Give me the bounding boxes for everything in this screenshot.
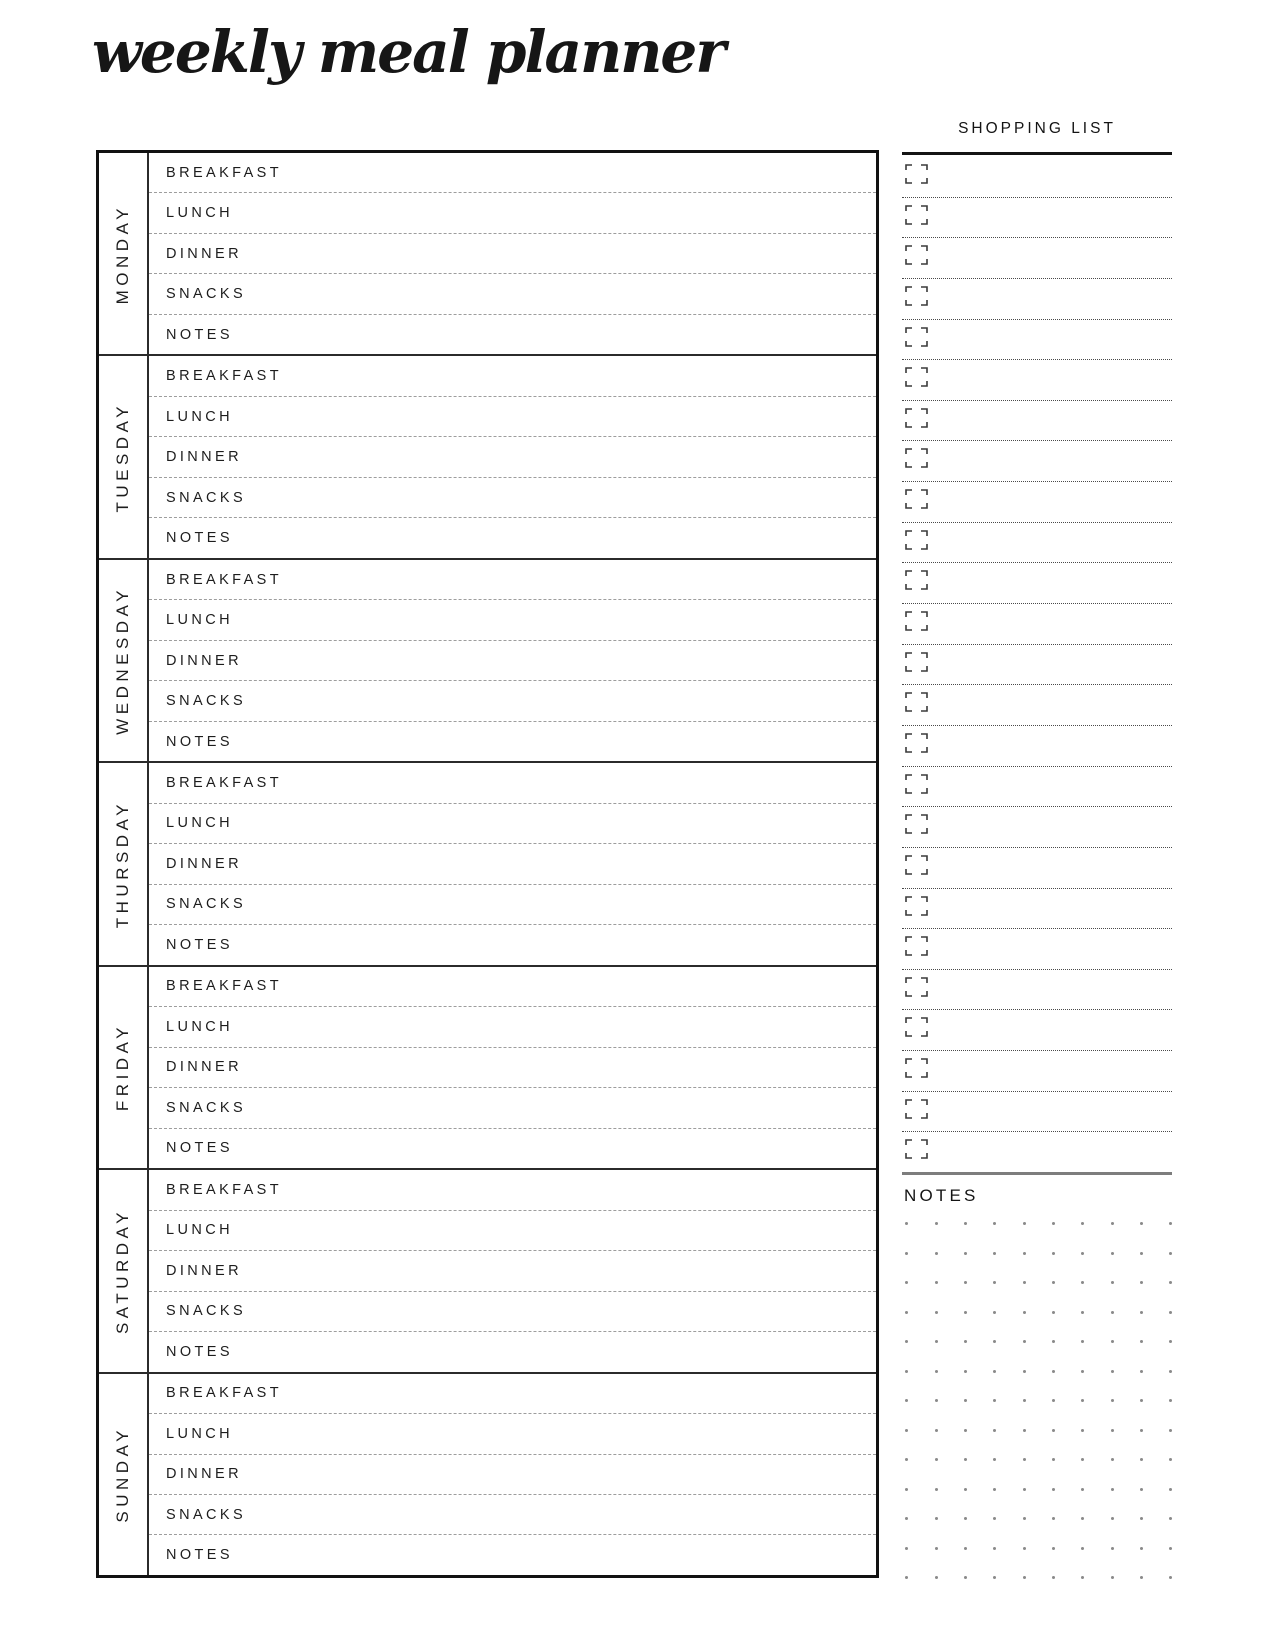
- shopping-list-item: [902, 482, 1172, 523]
- grid-dot: [1081, 1340, 1084, 1343]
- shopping-list-item: [902, 726, 1172, 767]
- shopping-list-item: [902, 604, 1172, 645]
- checkbox-icon: [905, 327, 928, 352]
- meal-row-label: NOTES: [166, 936, 233, 953]
- shopping-list-item: [902, 929, 1172, 970]
- checkbox-icon: [905, 367, 928, 392]
- meal-row-label: NOTES: [166, 530, 233, 547]
- grid-dot: [1081, 1488, 1084, 1491]
- grid-dot: [1111, 1517, 1114, 1520]
- meal-row-snacks: [149, 478, 876, 518]
- grid-dot: [1081, 1222, 1084, 1225]
- grid-dot: [905, 1429, 908, 1432]
- grid-dot: [1081, 1458, 1084, 1461]
- grid-dot: [1081, 1399, 1084, 1402]
- grid-dot: [1140, 1517, 1143, 1520]
- meal-row-lunch: [149, 1007, 876, 1047]
- grid-dot: [935, 1517, 938, 1520]
- meal-rows: [149, 967, 876, 1168]
- meal-row-label: BREAKFAST: [166, 164, 283, 181]
- day-label: TUESDAY: [113, 401, 132, 513]
- meal-row-label: SNACKS: [166, 693, 247, 710]
- grid-dot: [905, 1340, 908, 1343]
- shopping-list-item: [902, 279, 1172, 320]
- grid-dot: [993, 1429, 996, 1432]
- checkbox-icon: [905, 245, 928, 270]
- grid-dot: [964, 1576, 967, 1579]
- checkbox-icon: [905, 652, 928, 677]
- meal-row-snacks: [149, 681, 876, 721]
- meal-row-label: NOTES: [166, 1547, 233, 1564]
- grid-dot: [1023, 1281, 1026, 1284]
- grid-dot: [1052, 1458, 1055, 1461]
- meal-planner-table: [96, 150, 879, 1578]
- grid-dot: [1052, 1399, 1055, 1402]
- grid-dot: [964, 1281, 967, 1284]
- grid-dot: [1052, 1429, 1055, 1432]
- meal-row-label: LUNCH: [166, 1425, 233, 1442]
- grid-dot: [1169, 1547, 1172, 1550]
- grid-dot: [1081, 1429, 1084, 1432]
- grid-dot: [905, 1458, 908, 1461]
- meal-row-breakfast: [149, 560, 876, 600]
- grid-dot: [1140, 1340, 1143, 1343]
- meal-row-dinner: [149, 1048, 876, 1088]
- meal-row-label: DINNER: [166, 1466, 242, 1483]
- grid-dot: [993, 1488, 996, 1491]
- day-label: WEDNESDAY: [113, 586, 132, 735]
- grid-dot: [1023, 1488, 1026, 1491]
- day-label: THURSDAY: [113, 799, 132, 929]
- day-block-monday: [99, 153, 876, 356]
- checkbox-icon: [905, 774, 928, 799]
- grid-dot: [1052, 1576, 1055, 1579]
- grid-dot: [1023, 1340, 1026, 1343]
- grid-dot: [993, 1517, 996, 1520]
- meal-row-notes: [149, 518, 876, 557]
- meal-row-label: SNACKS: [166, 896, 247, 913]
- grid-dot: [1023, 1222, 1026, 1225]
- day-block-thursday: [99, 763, 876, 966]
- meal-row-label: SNACKS: [166, 1506, 247, 1523]
- checkbox-icon: [905, 896, 928, 921]
- meal-row-lunch: [149, 397, 876, 437]
- grid-dot: [905, 1370, 908, 1373]
- meal-row-label: DINNER: [166, 652, 242, 669]
- grid-dot: [993, 1340, 996, 1343]
- checkbox-icon: [905, 448, 928, 473]
- grid-dot: [1023, 1547, 1026, 1550]
- grid-dot: [1081, 1517, 1084, 1520]
- meal-rows: [149, 1374, 876, 1575]
- shopping-list-item: [902, 807, 1172, 848]
- grid-dot: [1111, 1281, 1114, 1284]
- meal-row-label: NOTES: [166, 1343, 233, 1360]
- day-column: [99, 153, 149, 354]
- grid-dot: [1052, 1252, 1055, 1255]
- meal-row-breakfast: [149, 356, 876, 396]
- meal-row-lunch: [149, 1211, 876, 1251]
- grid-dot: [1023, 1458, 1026, 1461]
- grid-dot: [1081, 1576, 1084, 1579]
- meal-row-label: LUNCH: [166, 1018, 233, 1035]
- grid-dot: [1140, 1311, 1143, 1314]
- shopping-list-item: [902, 198, 1172, 239]
- shopping-list: [902, 157, 1172, 1172]
- shopping-list-item: [902, 320, 1172, 361]
- meal-rows: [149, 356, 876, 557]
- checkbox-icon: [905, 489, 928, 514]
- meal-row-lunch: [149, 1414, 876, 1454]
- grid-dot: [1111, 1370, 1114, 1373]
- grid-dot: [1169, 1340, 1172, 1343]
- grid-dot: [993, 1399, 996, 1402]
- grid-dot: [1140, 1399, 1143, 1402]
- meal-row-dinner: [149, 437, 876, 477]
- grid-dot: [1169, 1370, 1172, 1373]
- meal-row-label: NOTES: [166, 1140, 233, 1157]
- grid-dot: [1169, 1576, 1172, 1579]
- day-label: MONDAY: [113, 203, 132, 304]
- shopping-list-item: [902, 441, 1172, 482]
- notes-divider: [902, 1172, 1172, 1175]
- grid-dot: [993, 1576, 996, 1579]
- grid-dot: [935, 1488, 938, 1491]
- meal-row-label: LUNCH: [166, 815, 233, 832]
- meal-row-breakfast: [149, 1170, 876, 1210]
- checkbox-icon: [905, 286, 928, 311]
- grid-dot: [1052, 1311, 1055, 1314]
- grid-dot: [1169, 1252, 1172, 1255]
- shopping-list-item: [902, 401, 1172, 442]
- day-block-wednesday: [99, 560, 876, 763]
- grid-dot: [1052, 1488, 1055, 1491]
- grid-dot: [1111, 1340, 1114, 1343]
- grid-dot: [1052, 1281, 1055, 1284]
- grid-dot: [935, 1222, 938, 1225]
- day-block-saturday: [99, 1170, 876, 1373]
- grid-dot: [905, 1576, 908, 1579]
- grid-dot: [905, 1281, 908, 1284]
- grid-dot: [905, 1517, 908, 1520]
- meal-row-dinner: [149, 844, 876, 884]
- shopping-list-item: [902, 848, 1172, 889]
- grid-dot: [1052, 1547, 1055, 1550]
- grid-dot: [1023, 1399, 1026, 1402]
- notes-dot-grid: [892, 1209, 1185, 1593]
- meal-rows: [149, 560, 876, 761]
- shopping-list-item: [902, 1092, 1172, 1133]
- grid-dot: [905, 1399, 908, 1402]
- shopping-list-item: [902, 767, 1172, 808]
- checkbox-icon: [905, 692, 928, 717]
- grid-dot: [935, 1311, 938, 1314]
- day-column: [99, 356, 149, 557]
- grid-dot: [1111, 1252, 1114, 1255]
- grid-dot: [1169, 1517, 1172, 1520]
- meal-row-breakfast: [149, 763, 876, 803]
- grid-dot: [1169, 1399, 1172, 1402]
- shopping-list-item: [902, 970, 1172, 1011]
- shopping-list-title: SHOPPING LIST: [958, 120, 1116, 137]
- meal-row-label: DINNER: [166, 1262, 242, 1279]
- meal-row-snacks: [149, 885, 876, 925]
- grid-dot: [1023, 1429, 1026, 1432]
- meal-row-breakfast: [149, 967, 876, 1007]
- grid-dot: [935, 1281, 938, 1284]
- grid-dot: [935, 1576, 938, 1579]
- grid-dot: [1023, 1517, 1026, 1520]
- grid-dot: [1140, 1370, 1143, 1373]
- day-block-sunday: [99, 1374, 876, 1575]
- meal-row-label: BREAKFAST: [166, 978, 283, 995]
- day-label: FRIDAY: [113, 1023, 132, 1112]
- grid-dot: [1169, 1429, 1172, 1432]
- shopping-list-item: [902, 563, 1172, 604]
- grid-dot: [1111, 1222, 1114, 1225]
- shopping-list-item: [902, 238, 1172, 279]
- shopping-list-item: [902, 360, 1172, 401]
- meal-row-label: LUNCH: [166, 612, 233, 629]
- meal-row-label: BREAKFAST: [166, 1385, 283, 1402]
- checkbox-icon: [905, 164, 928, 189]
- grid-dot: [905, 1547, 908, 1550]
- meal-row-lunch: [149, 600, 876, 640]
- grid-dot: [905, 1222, 908, 1225]
- checkbox-icon: [905, 530, 928, 555]
- notes-title: NOTES: [904, 1186, 979, 1205]
- checkbox-icon: [905, 611, 928, 636]
- grid-dot: [1111, 1576, 1114, 1579]
- grid-dot: [1052, 1517, 1055, 1520]
- checkbox-icon: [905, 936, 928, 961]
- meal-row-notes: [149, 1332, 876, 1371]
- shopping-list-underline: [902, 152, 1172, 155]
- day-block-friday: [99, 967, 876, 1170]
- meal-row-label: BREAKFAST: [166, 1181, 283, 1198]
- meal-row-notes: [149, 315, 876, 354]
- shopping-list-item: [902, 1132, 1172, 1172]
- meal-row-label: NOTES: [166, 326, 233, 343]
- grid-dot: [1169, 1222, 1172, 1225]
- checkbox-icon: [905, 1099, 928, 1124]
- meal-row-label: LUNCH: [166, 205, 233, 222]
- grid-dot: [1111, 1458, 1114, 1461]
- day-column: [99, 763, 149, 964]
- meal-row-snacks: [149, 1088, 876, 1128]
- meal-row-label: NOTES: [166, 733, 233, 750]
- grid-dot: [935, 1429, 938, 1432]
- grid-dot: [1023, 1576, 1026, 1579]
- shopping-list-item: [902, 685, 1172, 726]
- grid-dot: [1140, 1488, 1143, 1491]
- meal-row-label: LUNCH: [166, 408, 233, 425]
- grid-dot: [964, 1429, 967, 1432]
- day-column: [99, 967, 149, 1168]
- grid-dot: [935, 1252, 938, 1255]
- day-column: [99, 1170, 149, 1371]
- meal-row-label: SNACKS: [166, 1099, 247, 1116]
- grid-dot: [1111, 1311, 1114, 1314]
- grid-dot: [905, 1311, 908, 1314]
- checkbox-icon: [905, 1058, 928, 1083]
- meal-row-lunch: [149, 804, 876, 844]
- checkbox-icon: [905, 205, 928, 230]
- grid-dot: [964, 1252, 967, 1255]
- grid-dot: [1111, 1399, 1114, 1402]
- grid-dot: [1169, 1311, 1172, 1314]
- checkbox-icon: [905, 408, 928, 433]
- grid-dot: [964, 1547, 967, 1550]
- grid-dot: [1169, 1281, 1172, 1284]
- grid-dot: [1140, 1281, 1143, 1284]
- grid-dot: [1111, 1429, 1114, 1432]
- meal-row-label: DINNER: [166, 855, 242, 872]
- day-column: [99, 1374, 149, 1575]
- grid-dot: [935, 1547, 938, 1550]
- grid-dot: [1023, 1370, 1026, 1373]
- grid-dot: [993, 1547, 996, 1550]
- grid-dot: [1111, 1488, 1114, 1491]
- grid-dot: [905, 1488, 908, 1491]
- grid-dot: [993, 1311, 996, 1314]
- meal-row-label: LUNCH: [166, 1222, 233, 1239]
- shopping-list-item: [902, 157, 1172, 198]
- grid-dot: [1140, 1547, 1143, 1550]
- shopping-list-item: [902, 1010, 1172, 1051]
- grid-dot: [1052, 1222, 1055, 1225]
- meal-row-label: SNACKS: [166, 1303, 247, 1320]
- meal-row-breakfast: [149, 1374, 876, 1414]
- grid-dot: [905, 1252, 908, 1255]
- meal-row-notes: [149, 722, 876, 761]
- checkbox-icon: [905, 1017, 928, 1042]
- meal-row-snacks: [149, 1292, 876, 1332]
- grid-dot: [935, 1340, 938, 1343]
- meal-row-dinner: [149, 641, 876, 681]
- meal-row-label: DINNER: [166, 1059, 242, 1076]
- grid-dot: [1081, 1281, 1084, 1284]
- meal-rows: [149, 1170, 876, 1371]
- checkbox-icon: [905, 1139, 928, 1164]
- grid-dot: [964, 1399, 967, 1402]
- shopping-list-item: [902, 523, 1172, 564]
- grid-dot: [1081, 1311, 1084, 1314]
- day-label: SUNDAY: [113, 1425, 132, 1523]
- grid-dot: [964, 1517, 967, 1520]
- grid-dot: [1140, 1252, 1143, 1255]
- meal-row-dinner: [149, 234, 876, 274]
- checkbox-icon: [905, 733, 928, 758]
- grid-dot: [993, 1252, 996, 1255]
- grid-dot: [1023, 1252, 1026, 1255]
- meal-row-snacks: [149, 274, 876, 314]
- meal-row-label: BREAKFAST: [166, 571, 283, 588]
- grid-dot: [964, 1311, 967, 1314]
- grid-dot: [964, 1340, 967, 1343]
- shopping-list-item: [902, 645, 1172, 686]
- grid-dot: [964, 1488, 967, 1491]
- shopping-list-item: [902, 889, 1172, 930]
- meal-rows: [149, 153, 876, 354]
- grid-dot: [1140, 1429, 1143, 1432]
- grid-dot: [993, 1222, 996, 1225]
- meal-row-label: BREAKFAST: [166, 775, 283, 791]
- grid-dot: [964, 1458, 967, 1461]
- meal-row-dinner: [149, 1251, 876, 1291]
- grid-dot: [1140, 1458, 1143, 1461]
- grid-dot: [935, 1399, 938, 1402]
- meal-row-dinner: [149, 1455, 876, 1495]
- checkbox-icon: [905, 855, 928, 880]
- grid-dot: [1140, 1222, 1143, 1225]
- grid-dot: [1140, 1576, 1143, 1579]
- meal-row-notes: [149, 1535, 876, 1574]
- meal-rows: [149, 763, 876, 964]
- grid-dot: [964, 1370, 967, 1373]
- meal-row-label: BREAKFAST: [166, 368, 283, 385]
- shopping-list-item: [902, 1051, 1172, 1092]
- grid-dot: [935, 1458, 938, 1461]
- meal-row-label: SNACKS: [166, 489, 247, 506]
- grid-dot: [1169, 1458, 1172, 1461]
- meal-row-notes: [149, 1129, 876, 1168]
- grid-dot: [1023, 1311, 1026, 1314]
- day-column: [99, 560, 149, 761]
- day-label: SATURDAY: [113, 1207, 132, 1334]
- checkbox-icon: [905, 814, 928, 839]
- grid-dot: [1081, 1252, 1084, 1255]
- meal-row-label: DINNER: [166, 245, 242, 262]
- day-block-tuesday: [99, 356, 876, 559]
- checkbox-icon: [905, 977, 928, 1002]
- page-title: weekly meal planner: [92, 18, 724, 86]
- meal-row-snacks: [149, 1495, 876, 1535]
- meal-row-breakfast: [149, 153, 876, 193]
- meal-row-lunch: [149, 193, 876, 233]
- meal-row-label: DINNER: [166, 449, 242, 466]
- grid-dot: [1052, 1370, 1055, 1373]
- grid-dot: [993, 1281, 996, 1284]
- grid-dot: [1081, 1370, 1084, 1373]
- grid-dot: [1052, 1340, 1055, 1343]
- meal-row-notes: [149, 925, 876, 964]
- grid-dot: [935, 1370, 938, 1373]
- grid-dot: [993, 1458, 996, 1461]
- meal-row-label: SNACKS: [166, 286, 247, 303]
- grid-dot: [1081, 1547, 1084, 1550]
- checkbox-icon: [905, 570, 928, 595]
- grid-dot: [964, 1222, 967, 1225]
- grid-dot: [1169, 1488, 1172, 1491]
- grid-dot: [993, 1370, 996, 1373]
- grid-dot: [1111, 1547, 1114, 1550]
